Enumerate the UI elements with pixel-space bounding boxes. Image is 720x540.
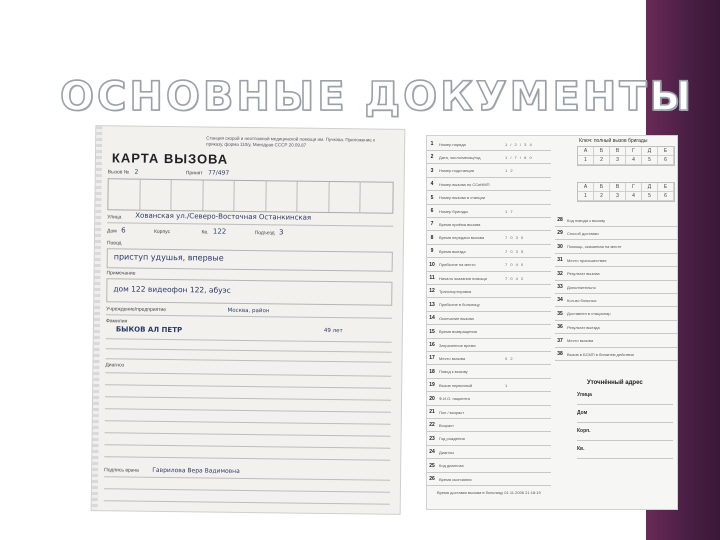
form-grid-heading: Ключ: полный вызов бригады (579, 138, 648, 144)
form-right-row-label: Место вызова (567, 338, 594, 344)
form-address-row: Кв. (577, 446, 673, 459)
card-corp-label: Корпус (153, 228, 171, 236)
form-grid-cell: Б (594, 147, 610, 156)
form-right-row-number: 33 (557, 284, 563, 290)
form-grid-cell: Д (642, 147, 658, 156)
form-grid-cell: 1 (578, 192, 594, 201)
card-house-label: Дом (107, 228, 117, 235)
card-line (104, 476, 390, 480)
call-card-scan (92, 126, 405, 514)
form-right-row (555, 335, 677, 348)
form-left-row-value: 1 7 (505, 208, 514, 214)
card-floor-label: Подъезд (254, 230, 275, 237)
form-left-row-label: Время выезда (439, 248, 466, 254)
form-left-row-number: 8 (430, 234, 434, 241)
form-left-row-number: 17 (429, 355, 435, 362)
form-left-row-number: 3 (430, 167, 434, 174)
form-right-row-number: 37 (557, 337, 563, 344)
form-left-row (427, 232, 551, 245)
form-left-row-number: 22 (429, 422, 435, 429)
form-left-row-number: 2 (430, 154, 434, 161)
form-left-row-number: 25 (429, 462, 435, 469)
card-reason-label: Повод (106, 240, 122, 247)
card-line (105, 372, 391, 376)
form-left-row-label: Номер вызова по ССиНМП (439, 181, 490, 187)
form-left-row-label: Повод к вызову (439, 369, 468, 375)
form-left-row-number: 20 (429, 395, 435, 402)
card-house-value: 6 (121, 226, 126, 235)
card-line (105, 384, 391, 388)
card-line (104, 488, 390, 492)
card-caller-value: БЫКОВ АЛ ПЕТР (115, 325, 183, 335)
form-grid-cell: 2 (594, 192, 610, 201)
form-left-row-value: 1 / 2 / 3 4 (505, 141, 533, 147)
card-street-label: Улица (107, 214, 122, 221)
form-code-grid-a (577, 146, 675, 166)
form-left-row-number: 26 (429, 476, 435, 482)
form-grid-cell: Д (642, 183, 658, 192)
form-left-row-number: 9 (430, 248, 434, 255)
form-address-row: Улица (577, 392, 673, 405)
card-street-row (107, 214, 121, 220)
form-left-row-number: 10 (429, 261, 435, 268)
form-left-row (427, 352, 551, 365)
form-right-row (555, 268, 677, 281)
form-left-row (427, 165, 551, 178)
form-grid-cell: Б (594, 183, 610, 192)
card-caller-label: Фамилия (105, 318, 128, 325)
form-left-row-label: Прибытие в больницу (439, 302, 480, 308)
form-grid-cell: А (578, 183, 594, 192)
form-grid-cell: Г (626, 183, 642, 192)
form-left-row-label: Вызов первичный (439, 382, 473, 388)
form-left-row-label: Год рождения (439, 436, 465, 442)
call-statistics-form (427, 136, 677, 509)
form-right-row-number: 36 (557, 324, 563, 331)
card-floor-value: 3 (278, 228, 284, 237)
form-left-row-number: 16 (429, 342, 435, 348)
card-line (105, 396, 391, 400)
form-left-row (427, 379, 551, 392)
form-left-row (427, 272, 551, 285)
form-left-row (427, 406, 551, 419)
card-company-row (106, 306, 270, 315)
form-right-row-label: Доставлен в стационар (567, 311, 611, 317)
form-left-row-number: 13 (429, 301, 435, 308)
slide-title: ОСНОВНЫЕ ДОКУМЕНТЫ (60, 74, 694, 120)
form-grid-cell: 5 (642, 192, 658, 201)
form-right-row-number: 35 (557, 310, 563, 317)
form-left-row-label: Номер подстанции (439, 168, 475, 174)
form-left-row (427, 285, 551, 298)
form-left-row-number: 18 (429, 368, 435, 375)
form-left-row-label: Затраченное время (439, 342, 476, 348)
form-left-row-number: 7 (430, 221, 434, 228)
form-left-row (427, 339, 551, 352)
form-left-row-label: Транспортировка (439, 288, 472, 294)
card-line (106, 348, 392, 352)
form-right-row-label: Результат вызова (567, 271, 600, 277)
form-left-row-number: 23 (429, 435, 435, 442)
form-grid-cell: В (610, 183, 626, 192)
form-left-row (427, 433, 551, 446)
form-left-row-value: 7 0 3 0 (505, 235, 525, 241)
form-left-row-label: Код диагноза (439, 463, 464, 469)
form-right-row-label: Кол-во больных (567, 297, 597, 303)
card-company-label: Учреждение/предприятие (106, 306, 167, 313)
form-grid-cell: 2 (594, 156, 610, 165)
form-right-row-number: 28 (557, 217, 563, 223)
form-left-row (427, 299, 551, 312)
form-left-row (427, 218, 551, 231)
form-left-row (427, 473, 551, 486)
form-left-row-label: Окончание вызова (439, 315, 474, 321)
form-left-row-number: 12 (429, 288, 435, 295)
form-right-row-label: Место происшествия (567, 257, 607, 263)
form-right-row-number: 34 (557, 297, 563, 304)
form-left-row (427, 138, 551, 151)
form-right-row-number: 31 (557, 257, 563, 264)
form-grid-cell: 1 (578, 156, 594, 165)
card-reason-field (107, 248, 393, 271)
card-note-value: дом 122 видеофон 122, абуэс (113, 284, 231, 295)
form-right-row (555, 321, 677, 334)
form-left-row-label: Пол / возраст (439, 409, 465, 415)
form-left-row-value: 1 2 (505, 168, 514, 174)
card-line (105, 420, 391, 424)
form-grid-cell: Е (658, 183, 674, 192)
card-line (105, 432, 391, 436)
form-left-row-label: Диагноз (439, 449, 454, 455)
form-left-row-label: Время окончания (439, 476, 472, 482)
form-right-row-label: Дополнительно (567, 284, 596, 290)
form-left-row (427, 192, 551, 205)
form-grid-cell: Г (626, 147, 642, 156)
form-left-row-label: Номер вызова в станции (439, 195, 486, 201)
form-grid-cell: В (610, 147, 626, 156)
form-grid-cell: 3 (610, 156, 626, 165)
card-number-row (107, 168, 230, 177)
card-house-row (107, 226, 284, 237)
form-left-row-label: Время возвращения (439, 329, 477, 335)
form-left-row (427, 419, 551, 432)
form-address-row: Дом (577, 410, 673, 423)
form-left-row-number: 24 (429, 449, 435, 456)
form-left-row (427, 259, 551, 272)
form-right-row-label: Результат выезда (567, 324, 600, 330)
form-left-row-number: 4 (430, 181, 434, 188)
form-right-row-label: Способ доставки (567, 230, 599, 236)
form-left-row (427, 205, 551, 218)
form-left-row-label: Номер бригады (439, 208, 468, 214)
form-left-row-label: Прибытие на место (439, 262, 476, 268)
card-line (106, 358, 392, 362)
card-street-value: Хованская ул./Северо-Восточная Останкинская (135, 211, 312, 222)
card-note-field (106, 278, 392, 305)
form-right-row (555, 308, 677, 321)
form-grid-cell: 3 (610, 192, 626, 201)
form-footer-text: Время доставки вызова в больницу 01.11.2006 21:18:19 (437, 490, 541, 495)
card-line (104, 456, 390, 460)
card-line (106, 338, 392, 342)
form-left-row-label: Дата, число/месяц/год (439, 154, 481, 160)
card-signature-value: Гаврилова Вера Вадимовна (152, 466, 240, 475)
form-left-row (427, 446, 551, 459)
form-left-row (427, 312, 551, 325)
form-right-row-label: Помощь, оказанная на месте (567, 244, 622, 250)
form-right-row-label: Вызов в БСМП в ближнем действии (567, 351, 634, 357)
card-title: КАРТА ВЫЗОВА (111, 150, 229, 167)
form-left-row-number: 15 (429, 328, 435, 335)
form-grid-cell: 5 (642, 156, 658, 165)
form-right-row-number: 32 (557, 270, 563, 277)
card-time-grid (107, 178, 393, 213)
card-reason-value: приступ удушья, впервые (113, 252, 224, 263)
card-line (106, 314, 392, 318)
form-left-row-value: 7 0 4 0 (505, 262, 525, 268)
form-left-row-label: Ф.И.О. пациента (439, 396, 470, 402)
form-left-row-number: 11 (429, 275, 435, 281)
form-grid-cell: 6 (658, 156, 674, 165)
form-code-grid-b (577, 182, 675, 202)
form-grid-cell: 4 (626, 192, 642, 201)
form-left-row-value: 1 / 7 / 6 0 (505, 154, 533, 160)
form-left-row (427, 366, 551, 379)
form-right-row (555, 254, 677, 267)
form-left-row-number: 5 (430, 194, 434, 201)
form-right-row (555, 214, 677, 227)
form-left-row-label: Время передачи вызова (439, 235, 485, 241)
form-grid-cell: Е (658, 147, 674, 156)
form-right-row (555, 294, 677, 307)
card-company-value: Москва, район (227, 307, 270, 315)
card-line (104, 444, 390, 448)
form-left-row-number: 1 (430, 141, 434, 147)
form-left-row (427, 151, 551, 164)
card-perforation (92, 126, 103, 510)
form-left-row-number: 6 (430, 208, 434, 214)
form-left-row-number: 14 (429, 315, 435, 322)
form-right-row (555, 227, 677, 240)
form-right-row (555, 348, 677, 361)
card-header-text: Станция скорой и неотложной медицинской помощи им. Пучкова. Приложение к приказу, форма 110/у, Минздрав СССР 20.09.87 (206, 135, 375, 148)
card-apt-label: Кв. (201, 229, 209, 236)
form-grid-cell: 6 (658, 192, 674, 201)
form-left-row-label: Возраст (439, 422, 454, 428)
card-note-label: Примечание (106, 270, 136, 277)
form-left-row (427, 178, 551, 191)
form-left-row-value: 1 (505, 382, 509, 388)
form-right-row (555, 241, 677, 254)
card-line (105, 408, 391, 412)
form-left-row-label: Время приёма вызова (439, 221, 481, 227)
form-left-row (427, 326, 551, 339)
form-left-row-number: 19 (429, 382, 435, 389)
form-right-row-label: Код повода к вызову (567, 217, 606, 223)
card-age-value: 49 лет (323, 327, 343, 335)
form-left-row (427, 460, 551, 473)
card-number-label: Вызов № (107, 169, 130, 176)
form-right-row-number: 30 (557, 243, 563, 250)
form-address-title: Уточнённый адрес (587, 380, 643, 386)
card-apt-value: 122 (212, 227, 227, 236)
card-number-value: 2 (134, 168, 139, 176)
form-right-row-number: 29 (557, 230, 563, 237)
form-left-row-number: 21 (429, 409, 435, 415)
form-left-row-label: Место вызова (439, 355, 466, 361)
form-grid-cell: А (578, 147, 594, 156)
card-received-value: 77/497 (208, 169, 230, 177)
card-diagnosis-label: Диагноз (105, 362, 125, 369)
form-left-row-label: Начало оказания помощи (439, 275, 487, 281)
form-left-row-value: 0 2 (505, 355, 514, 361)
card-received-label: Принят (185, 170, 203, 177)
form-left-row (427, 245, 551, 258)
form-address-row: Корп. (577, 428, 673, 441)
form-right-row (555, 281, 677, 294)
card-signature-row (104, 466, 240, 475)
form-left-row-label: Номер наряда (439, 141, 466, 147)
card-line (104, 500, 390, 504)
form-left-row-value: 7 0 3 5 (505, 248, 525, 254)
form-left-row (427, 393, 551, 406)
form-right-row-number: 38 (557, 351, 563, 357)
form-grid-cell: 4 (626, 156, 642, 165)
card-signature-label: Подпись врача (104, 467, 139, 474)
form-left-row-value: 7 0 4 2 (505, 275, 525, 281)
